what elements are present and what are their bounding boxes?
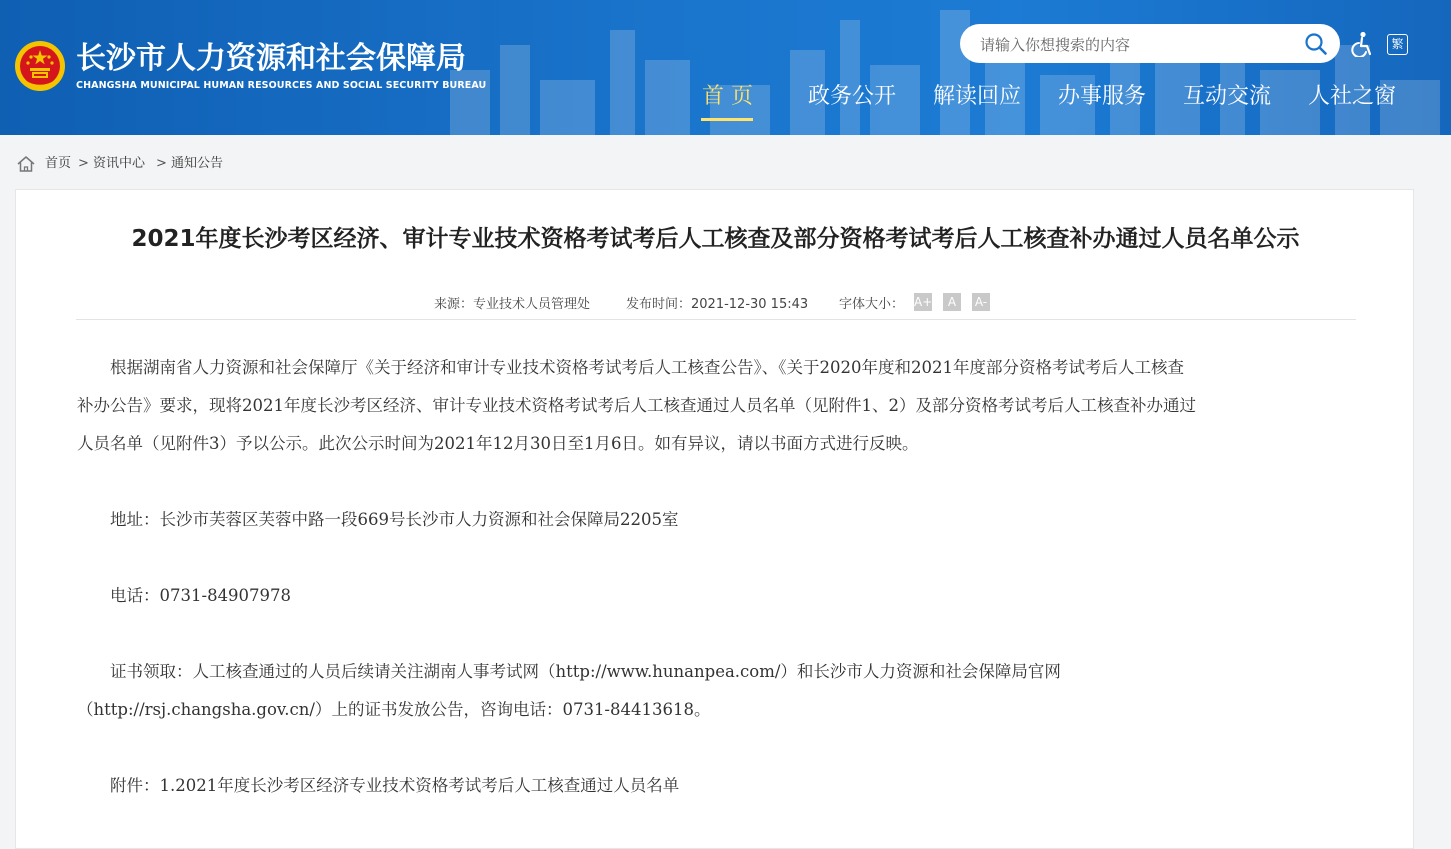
accessibility-icon[interactable] bbox=[1350, 31, 1374, 57]
article-paragraph-line: 人员名单（见附件3）予以公示。此次公示时间为2021年12月30日至1月6日。如有异议，请以书面方式进行反映。 bbox=[77, 434, 919, 453]
city-skyline-decoration bbox=[420, 0, 1451, 135]
site-name-cn[interactable]: 长沙市人力资源和社会保障局 bbox=[76, 41, 466, 76]
nav-active-indicator bbox=[701, 118, 753, 121]
breadcrumb-notices[interactable]: 通知公告 bbox=[171, 156, 224, 171]
nav-government-affairs[interactable]: 政务公开 bbox=[808, 84, 897, 109]
article-meta bbox=[16, 291, 1415, 313]
article-phone: 电话：0731-84907978 bbox=[77, 586, 292, 605]
nav-services[interactable]: 办事服务 bbox=[1058, 84, 1147, 109]
breadcrumb-separator: > bbox=[78, 156, 89, 171]
search-input[interactable] bbox=[978, 32, 1282, 57]
site-header bbox=[0, 0, 1451, 135]
national-emblem-logo bbox=[14, 40, 66, 92]
nav-interpretation[interactable]: 解读回应 bbox=[933, 84, 1022, 109]
font-size-decrease-button[interactable]: A- bbox=[972, 293, 990, 311]
breadcrumb-separator: > bbox=[156, 156, 167, 171]
article-card bbox=[15, 189, 1414, 849]
nav-interaction[interactable]: 互动交流 bbox=[1183, 84, 1272, 109]
breadcrumb-home[interactable]: 首页 bbox=[45, 156, 72, 171]
search-icon[interactable] bbox=[1304, 32, 1328, 56]
article-address: 地址：长沙市芙蓉区芙蓉中路一段669号长沙市人力资源和社会保障局2205室 bbox=[77, 510, 679, 529]
article-attachment-link[interactable]: 附件：1.2021年度长沙考区经济专业技术资格考试考后人工核查通过人员名单 bbox=[77, 776, 680, 795]
nav-hr-window[interactable]: 人社之窗 bbox=[1308, 84, 1397, 109]
font-size-label: 字体大小： bbox=[839, 297, 905, 312]
article-certificate-line: 证书领取：人工核查通过的人员后续请关注湖南人事考试网（http://www.hunanpea.com/）和长沙市人力资源和社会保障局官网 bbox=[77, 662, 1061, 681]
breadcrumb-news-center[interactable]: 资讯中心 bbox=[93, 156, 146, 171]
article-paragraph-line: 补办公告》要求，现将2021年度长沙考区经济、审计专业技术资格考试考后人工核查通过人员名单（见附件1、2）及部分资格考试考后人工核查补办通过 bbox=[77, 396, 1196, 415]
traditional-chinese-toggle[interactable]: 繁 bbox=[1387, 34, 1408, 55]
search-box bbox=[960, 24, 1340, 63]
article-paragraph-line: 根据湖南省人力资源和社会保障厅《关于经济和审计专业技术资格考试考后人工核查公告》、《关于2020年度和2021年度部分资格考试考后人工核查 bbox=[77, 358, 1184, 377]
meta-divider bbox=[76, 319, 1356, 320]
font-size-increase-button[interactable]: A+ bbox=[914, 295, 933, 309]
article-title: 2021年度长沙考区经济、审计专业技术资格考试考后人工核查及部分资格考试考后人工核查补办通过人员名单公示 bbox=[131, 226, 1300, 252]
article-publish-time: 发布时间：2021-12-30 15:43 bbox=[626, 297, 809, 312]
article-certificate-line: （http://rsj.changsha.gov.cn/）上的证书发放公告，咨询电话：0731-84413618。 bbox=[77, 700, 711, 719]
font-size-default-button[interactable]: A bbox=[943, 293, 961, 311]
site-name-en: CHANGSHA MUNICIPAL HUMAN RESOURCES AND SOCIAL SECURITY BUREAU bbox=[76, 80, 487, 91]
article-source: 来源：专业技术人员管理处 bbox=[434, 297, 591, 312]
home-icon bbox=[16, 155, 36, 173]
nav-home[interactable]: 首 页 bbox=[702, 84, 753, 109]
